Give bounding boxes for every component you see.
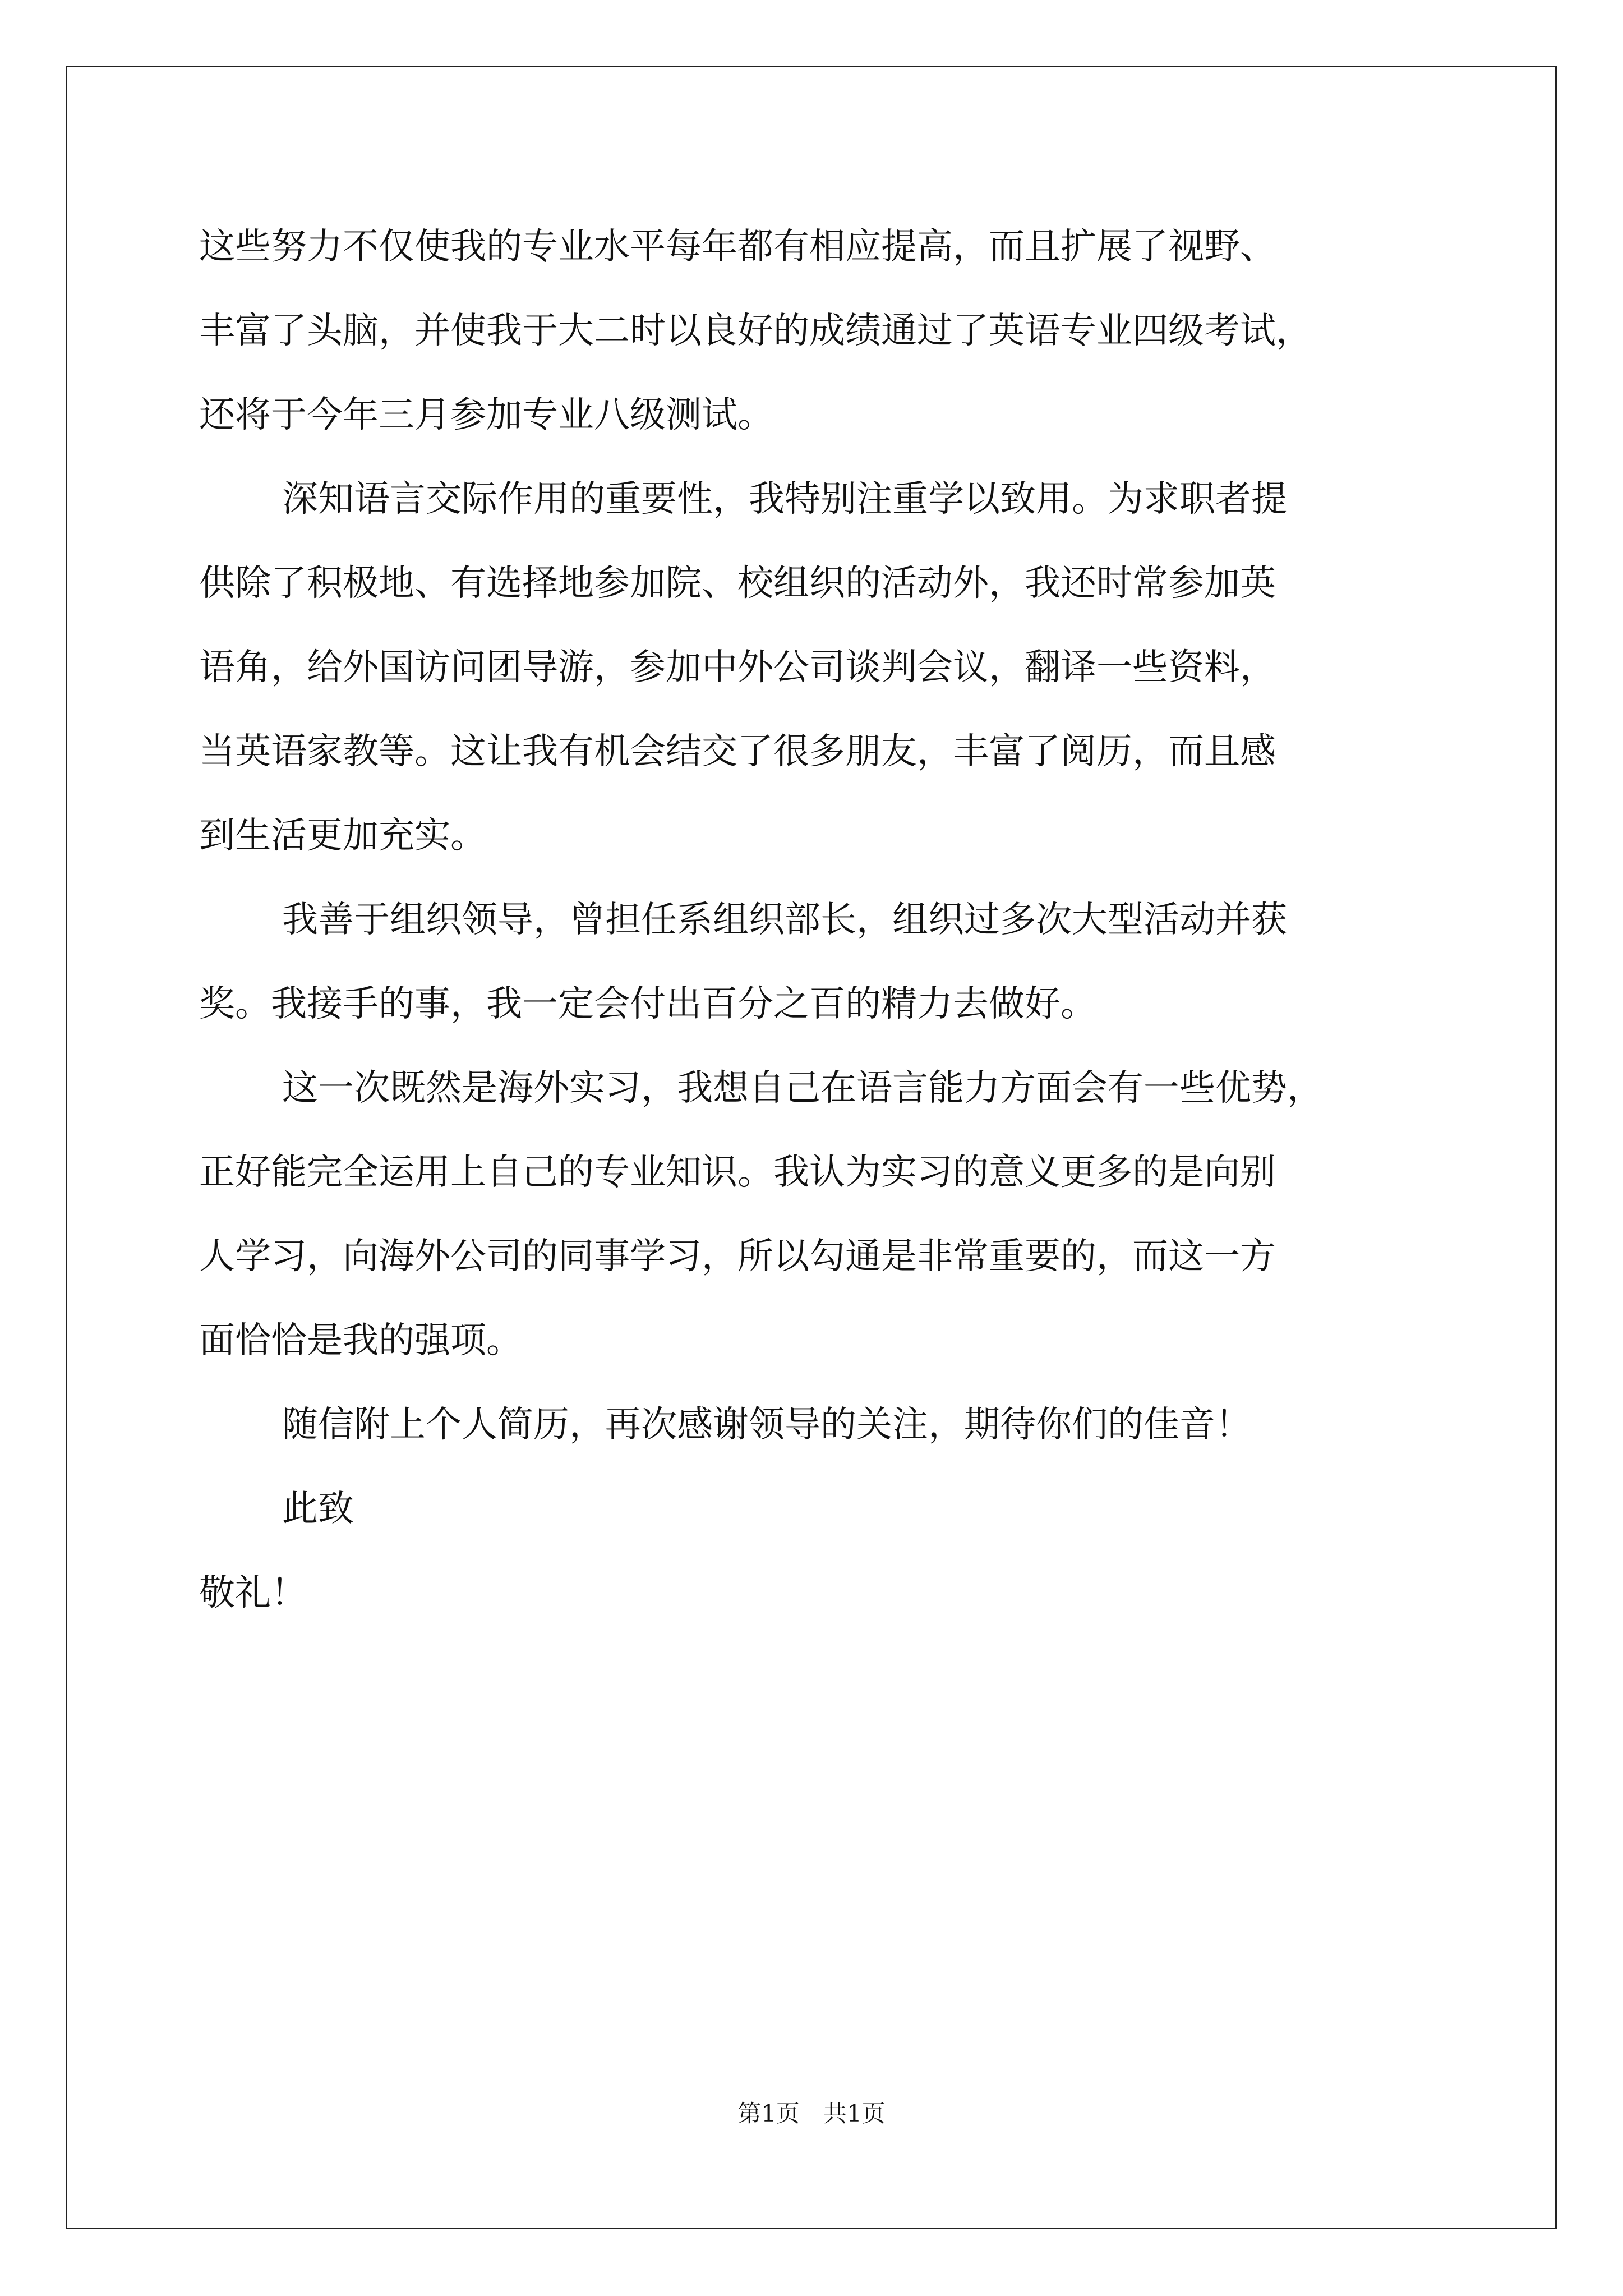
- page-number: 第1页 共1页: [737, 2100, 886, 2127]
- letter-line: 面恰恰是我的强项。: [199, 1320, 522, 1361]
- letter-body: [199, 205, 1455, 1635]
- letter-line: 深知语言交际作用的重要性，我特别注重学以致用。为求职者提: [282, 478, 1287, 520]
- letter-line: 丰富了头脑，并使我于大二时以良好的成绩通过了英语专业四级考试，: [199, 310, 1312, 352]
- letter-line: 随信附上个人简历，再次感谢领导的关注，期待你们的佳音！: [282, 1404, 1251, 1446]
- letter-line: 供除了积极地、有选择地参加院、校组织的活动外，我还时常参加英: [199, 563, 1276, 604]
- letter-line: 当英语家教等。这让我有机会结交了很多朋友，丰富了阅历，而且感: [199, 731, 1276, 772]
- letter-line: 语角，给外国访问团导游，参加中外公司谈判会议，翻译一些资料，: [199, 647, 1276, 688]
- letter-line: 我善于组织领导，曾担任系组织部长，组织过多次大型活动并获: [282, 899, 1287, 941]
- letter-line: 人学习，向海外公司的同事学习，所以勾通是非常重要的，而这一方: [199, 1236, 1276, 1277]
- letter-line: 到生活更加充实。: [199, 815, 486, 857]
- letter-line: 这些努力不仅使我的专业水平每年都有相应提高，而且扩展了视野、: [199, 226, 1276, 268]
- letter-line: 奖。我接手的事，我一定会付出百分之百的精力去做好。: [199, 983, 1096, 1025]
- letter-line: 这一次既然是海外实习，我想自己在语言能力方面会有一些优势，: [282, 1068, 1323, 1109]
- letter-line: 正好能完全运用上自己的专业知识。我认为实习的意义更多的是向别: [199, 1152, 1276, 1193]
- closing-salutation: 此致: [282, 1488, 354, 1530]
- closing-regards: 敬礼！: [199, 1572, 307, 1614]
- letter-line: 还将于今年三月参加专业八级测试。: [199, 394, 773, 436]
